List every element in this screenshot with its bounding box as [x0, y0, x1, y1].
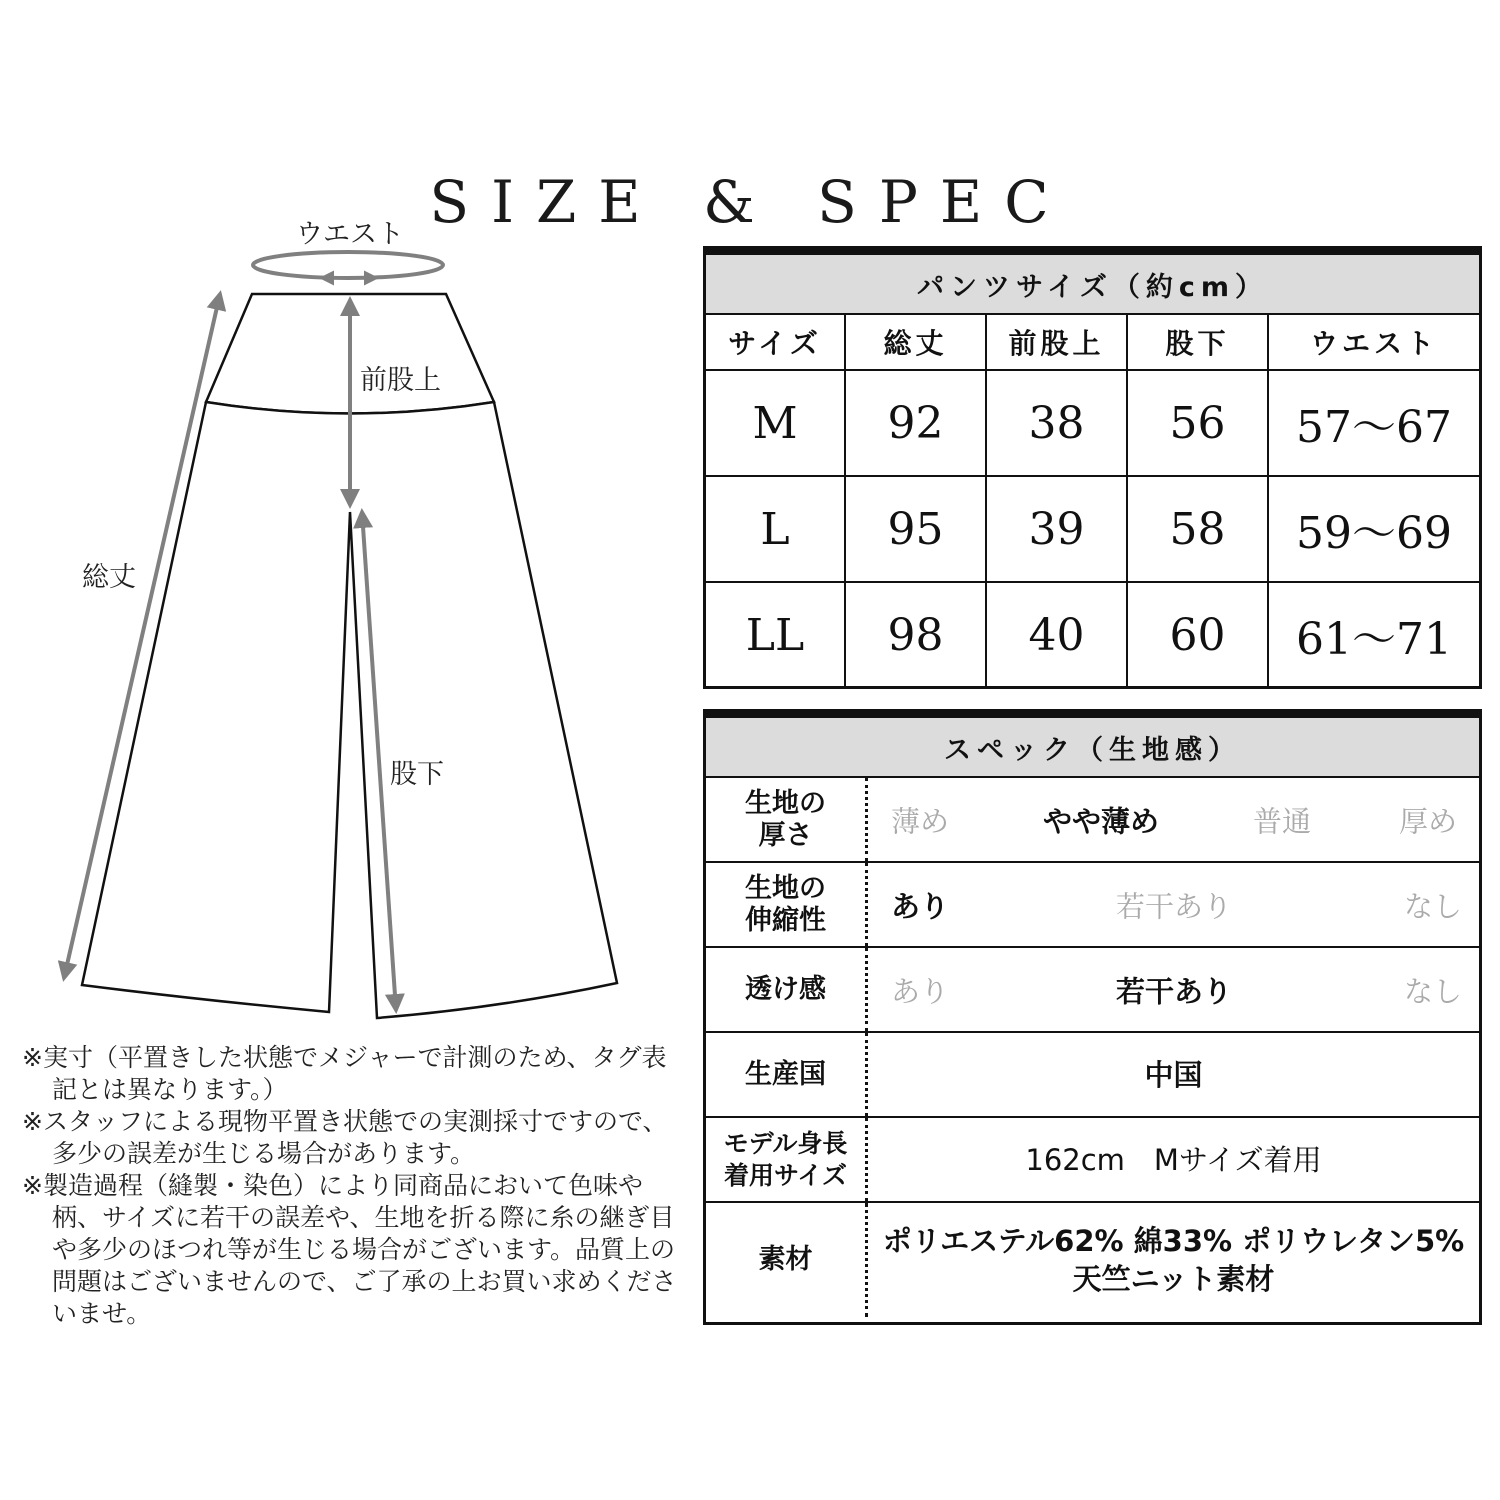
size-cell: 39 — [987, 477, 1128, 581]
spec-row-stretch — [706, 863, 1479, 948]
notes — [22, 1042, 682, 1330]
spec-row-model — [706, 1118, 1479, 1203]
size-cell: 56 — [1128, 371, 1269, 475]
option-thick: 厚め — [1398, 804, 1458, 838]
header-cell: 股下 — [1128, 315, 1269, 369]
waist-ellipse — [253, 252, 443, 278]
spec-values — [868, 948, 1479, 1031]
size-cell: 98 — [846, 583, 987, 687]
option-slightly-thin: やや薄め — [1042, 804, 1160, 838]
size-cell: 60 — [1128, 583, 1269, 687]
spec-label: 生地の 伸縮性 — [706, 863, 868, 946]
page-title: SIZE & SPEC — [429, 168, 1071, 236]
spec-values — [868, 863, 1479, 946]
spec-row-material — [706, 1203, 1479, 1317]
size-cell: 38 — [987, 371, 1128, 475]
table-row — [706, 477, 1479, 583]
pants-outline — [0, 0, 700, 1040]
spec-label: モデル身長 着用サイズ — [706, 1118, 868, 1201]
table-row — [706, 371, 1479, 477]
size-table-title: パンツサイズ（約cm） — [706, 255, 1479, 315]
size-table — [703, 246, 1482, 689]
header-cell: サイズ — [706, 315, 846, 369]
option-normal: 普通 — [1252, 804, 1312, 838]
spec-row-sheer — [706, 948, 1479, 1033]
spec-values — [868, 1118, 1479, 1201]
spec-row-origin — [706, 1033, 1479, 1118]
size-cell: 61〜71 — [1296, 614, 1452, 665]
option-somewhat: 若干あり — [1115, 974, 1233, 1008]
option-none: なし — [1403, 889, 1463, 923]
pants-diagram — [0, 0, 700, 1040]
material-line: 天竺ニット素材 — [1072, 1262, 1275, 1296]
option-yes: あり — [890, 974, 950, 1008]
size-cell: M — [706, 371, 846, 475]
note-item: ※実寸（平置きした状態でメジャーで計測のため、タグ表記とは異なります。） — [22, 1043, 667, 1104]
waist-label: ウエスト — [296, 219, 404, 250]
size-cell: L — [706, 477, 846, 581]
spec-label: 素材 — [706, 1203, 868, 1317]
size-cell: 95 — [846, 477, 987, 581]
inseam-label: 股下 — [390, 759, 444, 790]
header-cell: ウエスト — [1309, 327, 1438, 360]
option-none: なし — [1403, 974, 1463, 1008]
table-row — [706, 583, 1479, 687]
note-item: ※製造過程（縫製・染色）により同商品において色味や柄、サイズに若干の誤差や、生地を折る際に糸の継ぎ目や多少のほつれ等が生じる場合がございます。品質上の問題はございませんので、ご了承の上お買い求めくださいませ。 — [22, 1171, 677, 1328]
spec-values — [868, 1203, 1479, 1317]
spec-table — [703, 709, 1482, 1325]
spec-label: 生地の 厚さ — [706, 778, 868, 861]
option-somewhat: 若干あり — [1115, 889, 1233, 923]
spec-label: 透け感 — [706, 948, 868, 1031]
spec-values — [868, 1033, 1479, 1116]
spec-values — [868, 778, 1479, 861]
header-cell: 前股上 — [987, 315, 1128, 369]
spec-label: 生産国 — [706, 1033, 868, 1116]
size-cell: 58 — [1128, 477, 1269, 581]
size-cell: 40 — [987, 583, 1128, 687]
origin-value: 中国 — [1144, 1057, 1203, 1092]
size-header-row — [706, 315, 1479, 371]
spec-row-thickness — [706, 778, 1479, 863]
length-label: 総丈 — [82, 562, 136, 593]
spec-table-title: スペック（生地感） — [706, 718, 1479, 778]
option-yes: あり — [890, 889, 950, 923]
rise-label: 前股上 — [360, 365, 441, 396]
model-value: 162cm Mサイズ着用 — [1025, 1142, 1322, 1177]
size-cell: 92 — [846, 371, 987, 475]
material-line: ポリエステル62% 綿33% ポリウレタン5% — [882, 1224, 1465, 1258]
note-item: ※スタッフによる現物平置き状態での実測採寸ですので、多少の誤差が生じる場合があります。 — [22, 1107, 668, 1168]
option-thin: 薄め — [890, 804, 950, 838]
size-cell: 59〜69 — [1296, 508, 1452, 559]
header-cell: 総丈 — [846, 315, 987, 369]
size-cell: 57〜67 — [1296, 402, 1452, 453]
size-cell: LL — [706, 583, 846, 687]
